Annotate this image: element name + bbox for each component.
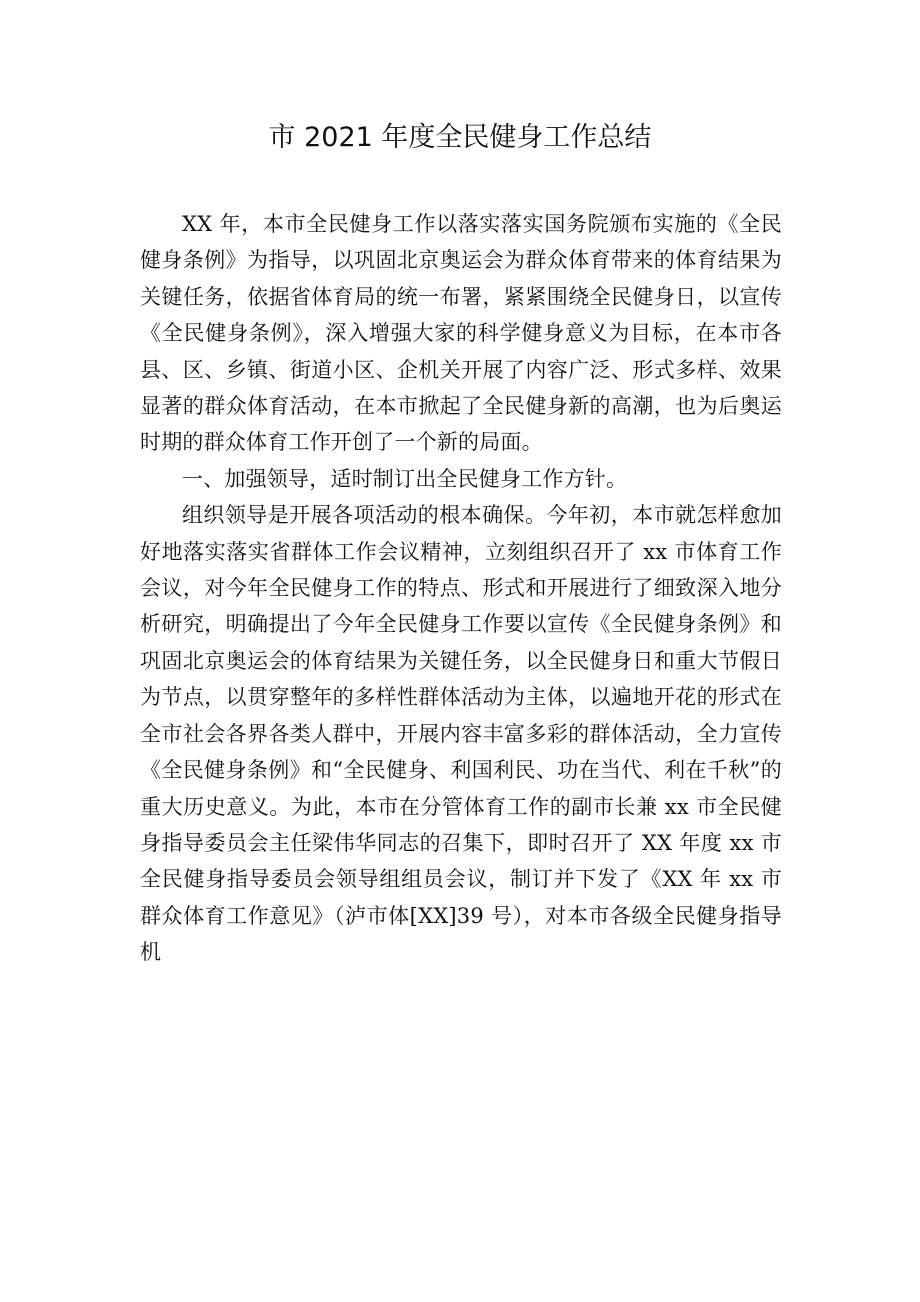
paragraph-intro: XX 年，本市全民健身工作以落实落实国务院颁布实施的《全民健身条例》为指导，以巩固北京奥运会为群众体育带来的体育结果为关键任务，依据省体育局的统一布署，紧紧围绕全民健身日，以宣传《全民健身条例》，深入增强大家的科学健身意义为目标，在本市各县、区、乡镇、街道小区、企机关开展了内容广泛、形式多样、效果显著的群众体育活动，在本市掀起了全民健身新的高潮，也为后奥运时期的群众体育工作开创了一个新的局面。 [140,212,782,455]
document-title: 市 2021 年度全民健身工作总结 [268,122,652,153]
document-body [140,206,782,971]
paragraph-organization: 组织领导是开展各项活动的根本确保。今年初，本市就怎样愈加好地落实落实省群体工作会议精神，立刻组织召开了 xx 市体育工作会议，对今年全民健身工作的特点、形式和开展进行了细致深入地分析研究，明确提出了今年全民健身工作要以宣传《全民健身条例》和巩固北京奥运会的体育结果为关键任务，以全民健身日和重大节假日为节点，以贯穿整年的多样性群体活动为主体，以遍地开花的形式在全市社会各界各类人群中，开展内容丰富多彩的群体活动，全力宣传《全民健身条例》和“全民健身、利国利民、功在当代、利在千秋”的重大历史意义。为此，本市在分管体育工作的副市长兼 xx 市全民健身指导委员会主任梁伟华同志的召集下，即时召开了 XX 年度 xx 市全民健身指导委员会领导组组员会议，制订并下发了《XX 年 xx 市群众体育工作意见》（泸市体[XX]39 号），对本市各级全民健身指导机 [140,503,782,965]
section-heading-1: 一、加强领导，适时制订出全民健身工作方针。 [182,466,628,491]
